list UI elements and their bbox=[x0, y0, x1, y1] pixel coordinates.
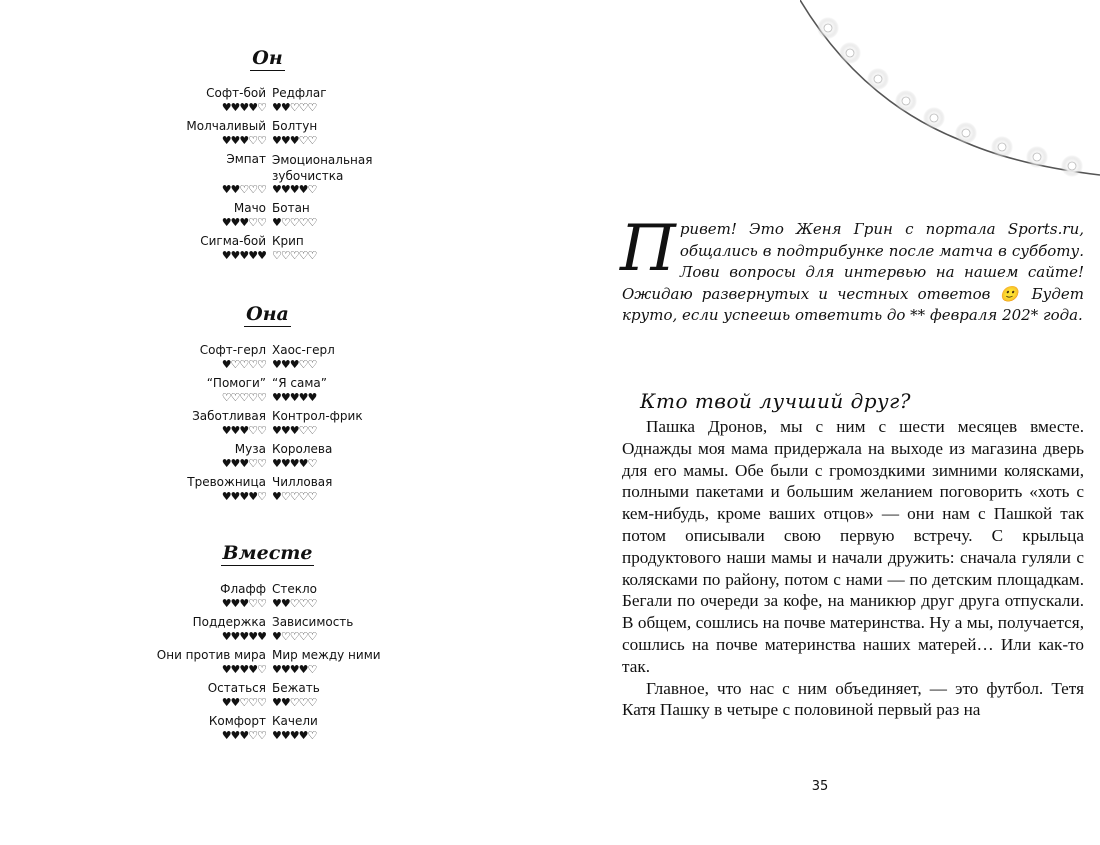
heart-rating-left: ♥♥♥♡♡ bbox=[221, 597, 266, 610]
heart-rating-right: ♥♥♥♥♡ bbox=[272, 457, 317, 470]
trait-pair bbox=[0, 442, 540, 476]
paragraph: Пашка Дронов, мы с ним с шести месяцев вместе. Однажды моя мама придержала на выходе из магазина дверь для его мамы. Обе были с громоздкими зимними колясками, полными пакетами и большим желанием поговорить «хоть с кем-нибудь, кроме ваших отцов» — они нам с Пашкой так потом описывали свою первую встречу. С крыльца продуктового наши мамы и начали дружить: сначала гуляли с колясками по району, потом с нами — по детским площадкам. Бегали по очереди за кофе, на маникюр друг друга отпускали. В общем, сошлись на почве материнства. Ну а мы, получается, сошлись на почве материнства наших матерей… Или как-то так. bbox=[622, 417, 1084, 676]
trait-left-label: Софт-бой bbox=[206, 86, 266, 100]
trait-left-label: Сигма-бой bbox=[200, 234, 266, 248]
heart-rating-left: ♥♥♥♥♥ bbox=[221, 249, 266, 262]
heart-rating-left: ♥♥♥♡♡ bbox=[221, 216, 266, 229]
trait-right-label: Болтун bbox=[272, 119, 318, 133]
trait-right-label: Стекло bbox=[272, 582, 318, 596]
trait-pair bbox=[0, 119, 540, 153]
trait-pair bbox=[0, 475, 540, 509]
trait-left-label: Заботливая bbox=[192, 409, 266, 423]
heart-rating-right: ♥♥♥♥♡ bbox=[272, 729, 317, 742]
heart-rating-right: ♥♥♥♡♡ bbox=[272, 358, 317, 371]
heart-rating-right: ♥♥♥♡♡ bbox=[272, 424, 317, 437]
heart-rating-right: ♥♡♡♡♡ bbox=[272, 630, 317, 643]
trait-left-label: Муза bbox=[234, 442, 266, 456]
heart-rating-left: ♥♥♥♡♡ bbox=[221, 457, 266, 470]
trait-pair bbox=[0, 86, 540, 120]
heart-rating-left: ♥♥♡♡♡ bbox=[221, 183, 266, 196]
garland-bulbs bbox=[817, 17, 1083, 177]
trait-pair bbox=[0, 234, 540, 268]
left-page bbox=[0, 0, 520, 845]
trait-right-label: Зависимость bbox=[272, 615, 354, 629]
trait-pair bbox=[0, 582, 540, 616]
page-number: 35 bbox=[811, 779, 829, 794]
trait-left-label: Тревожница bbox=[187, 475, 266, 489]
trait-pair bbox=[0, 201, 540, 235]
heart-rating-left: ♥♥♥♥♡ bbox=[221, 663, 266, 676]
heart-rating-right: ♥♥♡♡♡ bbox=[272, 696, 317, 709]
intro-text: ривет! Это Женя Грин с портала Sports.ru, общались в подтрибунке после матча в субботу. Лови вопросы для интервью на нашем сайте! Ожидаю развернутых и честных ответов 🙂 Будет круто, если успеешь ответить до ** февраля 202* года. bbox=[622, 220, 1084, 324]
trait-left-label: Флафф bbox=[220, 582, 266, 596]
trait-pair bbox=[0, 681, 540, 715]
trait-left-label: Софт-герл bbox=[199, 343, 266, 357]
heart-rating-left: ♥♡♡♡♡ bbox=[221, 358, 266, 371]
heart-rating-right: ♥♥♥♥♥ bbox=[272, 391, 317, 404]
trait-pair bbox=[0, 409, 540, 443]
trait-right-label: Контрол-фрик bbox=[272, 409, 363, 423]
trait-right-label: Редфлаг bbox=[272, 86, 327, 100]
trait-left-label: “Помоги” bbox=[206, 376, 266, 390]
trait-left-label: Остаться bbox=[207, 681, 266, 695]
heart-rating-left: ♥♥♥♥♡ bbox=[221, 490, 266, 503]
trait-right-label: Качели bbox=[272, 714, 318, 728]
trait-right-label: Чилловая bbox=[272, 475, 333, 489]
intro-message bbox=[620, 212, 1084, 327]
trait-right-label: Хаос-герл bbox=[272, 343, 335, 357]
string-lights-garland-icon bbox=[800, 0, 1100, 185]
section-title-together: Вместе bbox=[222, 542, 313, 564]
trait-left-label: Эмпат bbox=[226, 152, 266, 166]
question-heading: Кто твой лучший друг? bbox=[640, 389, 911, 413]
heart-rating-right: ♥♥♡♡♡ bbox=[272, 597, 317, 610]
heart-rating-right: ♥♥♥♡♡ bbox=[272, 134, 317, 147]
dropcap-letter: П bbox=[620, 212, 676, 286]
trait-right-label: Эмоциональная зубочистка bbox=[272, 153, 373, 183]
trait-pair bbox=[0, 376, 540, 410]
heart-rating-right: ♥♥♥♥♡ bbox=[272, 663, 317, 676]
heart-rating-left: ♡♡♡♡♡ bbox=[221, 391, 266, 404]
trait-left-label: Мачо bbox=[233, 201, 266, 215]
trait-left-label: Поддержка bbox=[192, 615, 266, 629]
heart-rating-right: ♥♥♡♡♡ bbox=[272, 101, 317, 114]
heart-rating-right: ♥♡♡♡♡ bbox=[272, 490, 317, 503]
trait-left-label: Молчаливый bbox=[186, 119, 266, 133]
trait-left-label: Комфорт bbox=[208, 714, 266, 728]
heart-rating-left: ♥♥♥♡♡ bbox=[221, 729, 266, 742]
heart-rating-right: ♥♡♡♡♡ bbox=[272, 216, 317, 229]
heart-rating-left: ♥♥♥♥♥ bbox=[221, 630, 266, 643]
trait-pair bbox=[0, 152, 540, 196]
trait-left-label: Они против мира bbox=[156, 648, 266, 662]
trait-right-label: Ботан bbox=[272, 201, 310, 215]
heart-rating-right: ♥♥♥♥♡ bbox=[272, 183, 317, 196]
heart-rating-left: ♥♥♥♡♡ bbox=[221, 134, 266, 147]
trait-pair bbox=[0, 343, 540, 377]
heart-rating-left: ♥♥♥♥♡ bbox=[221, 101, 266, 114]
trait-right-label: Мир между ними bbox=[272, 648, 381, 662]
trait-right-label: “Я сама” bbox=[272, 376, 327, 390]
trait-right-label: Крип bbox=[272, 234, 304, 248]
trait-right-label: Бежать bbox=[272, 681, 320, 695]
right-page bbox=[560, 0, 1100, 845]
heart-rating-left: ♥♥♡♡♡ bbox=[221, 696, 266, 709]
trait-pair bbox=[0, 714, 540, 748]
heart-rating-right: ♡♡♡♡♡ bbox=[272, 249, 317, 262]
answer-text bbox=[622, 416, 1084, 721]
paragraph: Главное, что нас с ним объединяет, — это футбол. Тетя Катя Пашку в четыре с половиной первый раз на bbox=[622, 678, 1084, 720]
section-title-he: Он bbox=[252, 47, 283, 69]
trait-right-label: Королева bbox=[272, 442, 333, 456]
heart-rating-left: ♥♥♥♡♡ bbox=[221, 424, 266, 437]
trait-pair bbox=[0, 648, 540, 682]
section-title-she: Она bbox=[246, 303, 289, 325]
trait-pair bbox=[0, 615, 540, 649]
